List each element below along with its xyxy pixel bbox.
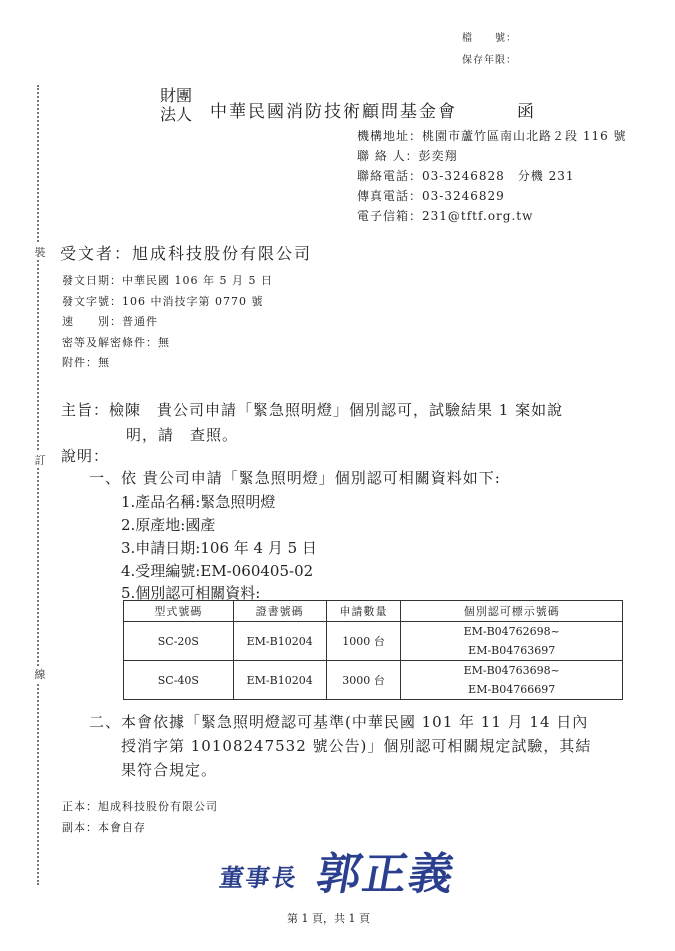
org-prefix-line1: 財團 xyxy=(160,86,193,105)
detail-receipt-number: 4.受理編號:EM-060405-02 xyxy=(121,562,314,580)
cell-cert: EM-B10204 xyxy=(233,622,326,661)
subject-line1: 主旨：檢陳 貴公司申請「緊急照明燈」個別認可，試驗結果 1 案如說 xyxy=(61,401,564,419)
header-mark: 個別認可標示號碼 xyxy=(401,601,623,622)
mark-from: EM-B04762698~ xyxy=(463,625,560,638)
explanation-item2-line2: 授消字第 10108247532 號公告)」個別認可相關規定試驗，其結 xyxy=(121,737,592,755)
mark-to: EM-B04766697 xyxy=(468,683,556,696)
detail-apply-date: 3.申請日期:106 年 4 月 5 日 xyxy=(121,539,317,557)
org-prefix-line2: 法人 xyxy=(160,105,193,124)
page-number: 第 1 頁，共 1 頁 xyxy=(287,912,370,925)
retention-label: 保存年限： xyxy=(462,55,517,66)
margin-mark-line: 線 xyxy=(34,668,46,681)
detail-related-data: 5.個別認可相關資料: xyxy=(121,584,261,602)
signature-title: 董事長 xyxy=(217,864,300,892)
binding-margin-line xyxy=(37,85,39,885)
detail-origin: 2.原產地:國產 xyxy=(121,516,216,534)
explanation-item2-line3: 果符合規定。 xyxy=(121,761,218,779)
doc-type: 函 xyxy=(517,102,534,122)
table-row xyxy=(124,622,623,661)
issue-speed: 速 別：普通件 xyxy=(62,315,158,328)
cell-cert: EM-B10204 xyxy=(233,661,326,700)
contact-person: 聯 絡 人：彭奕翔 xyxy=(357,149,458,163)
org-name: 中華民國消防技術顧問基金會 xyxy=(210,102,457,122)
margin-mark-staple: 訂 xyxy=(34,454,46,467)
header-cert: 證書號碼 xyxy=(233,601,326,622)
header-model: 型式號碼 xyxy=(124,601,234,622)
margin-mark-bind: 裝 xyxy=(34,246,46,259)
header-qty: 申請數量 xyxy=(326,601,401,622)
cell-qty: 3000 台 xyxy=(326,661,401,700)
explanation-item1: 一、依 貴公司申請「緊急照明燈」個別認可相關資料如下: xyxy=(89,469,501,487)
distribution-original: 正本：旭成科技股份有限公司 xyxy=(62,800,218,813)
issue-date: 發文日期：中華民國 106 年 5 月 5 日 xyxy=(62,274,273,287)
file-number-label: 檔 號： xyxy=(462,33,517,44)
contact-email: 電子信箱：231@tftf.org.tw xyxy=(357,209,534,223)
recipient: 受文者：旭成科技股份有限公司 xyxy=(60,244,313,263)
issue-number: 發文字號：106 中消技字第 0770 號 xyxy=(62,294,264,308)
certification-table xyxy=(123,600,623,700)
cell-qty: 1000 台 xyxy=(326,622,401,661)
distribution-copy: 副本：本會自存 xyxy=(62,820,146,834)
issue-info xyxy=(62,271,273,374)
cell-model: SC-40S xyxy=(124,661,234,700)
cell-mark-range xyxy=(401,622,623,661)
org-prefix xyxy=(160,86,192,124)
contact-address: 機構地址：桃園市蘆竹區南山北路２段 116 號 xyxy=(357,129,627,143)
signature-name: 郭正義 xyxy=(312,849,460,900)
cell-mark-range xyxy=(401,661,623,700)
contact-phone: 聯絡電話：03-3246828 分機 231 xyxy=(357,169,575,183)
mark-from: EM-B04763698~ xyxy=(463,664,560,677)
distribution xyxy=(62,797,218,838)
explanation-item2-line1: 二、本會依據「緊急照明燈認可基準(中華民國 101 年 11 月 14 日內 xyxy=(89,713,589,731)
table-header-row xyxy=(124,601,623,622)
table-row xyxy=(124,661,623,700)
cell-model: SC-20S xyxy=(124,622,234,661)
issue-secrecy: 密等及解密條件：無 xyxy=(62,335,170,349)
contact-fax: 傳真電話：03-3246829 xyxy=(357,189,505,203)
issue-attachment: 附件：無 xyxy=(62,356,110,369)
contact-block xyxy=(357,126,627,226)
explanation-heading: 說明： xyxy=(61,447,110,465)
mark-to: EM-B04763697 xyxy=(468,644,556,657)
detail-product-name: 1.產品名稱:緊急照明燈 xyxy=(121,493,276,511)
subject-line2: 明，請 查照。 xyxy=(126,426,239,444)
